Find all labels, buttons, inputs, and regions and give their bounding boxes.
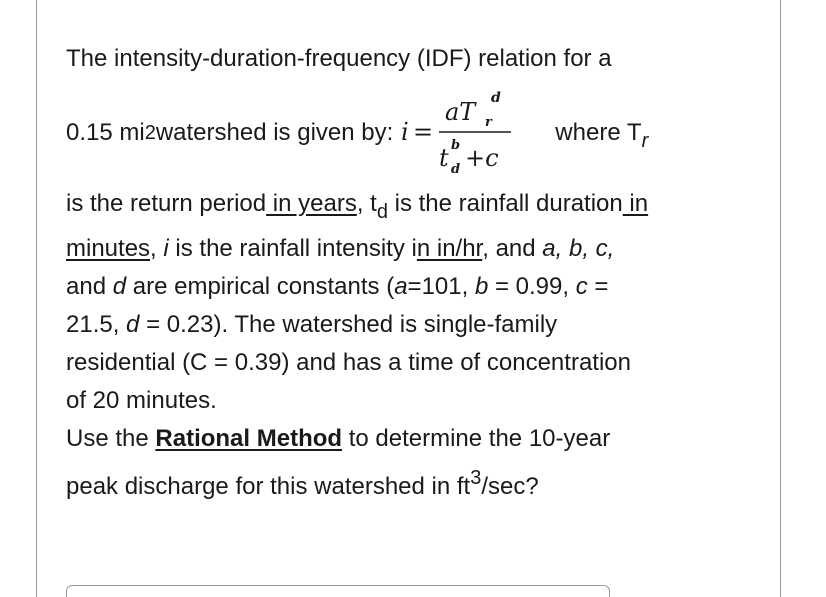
question-line	[66, 344, 631, 382]
question-text-span: , t	[356, 190, 377, 217]
underlined-text: in	[622, 190, 649, 217]
question-text-span: watershed is given by:	[155, 119, 394, 146]
question-text-span: of 20 minutes.	[66, 387, 217, 414]
question-line	[66, 468, 539, 506]
question-text-span: /sec?	[481, 473, 539, 500]
question-line	[66, 420, 610, 458]
italic-variable: d	[112, 273, 127, 300]
superscript: 3	[470, 467, 482, 489]
underlined-text: minutes	[66, 235, 151, 262]
question-line	[66, 40, 612, 78]
question-text-span: residential (C = 0.39) and has a time of concentration	[66, 349, 631, 376]
question-text-span: ,	[150, 235, 164, 262]
idf-formula	[401, 88, 551, 178]
italic-variable: a	[394, 273, 408, 300]
formula-denominator-plus-c: +c	[465, 144, 499, 172]
italic-variable: c	[575, 273, 588, 300]
question-text-span: peak discharge for this watershed in ft	[66, 473, 471, 500]
question-text-span: =101,	[407, 273, 475, 300]
question-text-span: The intensity-duration-frequency (IDF) relation for a	[66, 45, 612, 72]
question-text-span: = 0.99,	[488, 273, 576, 300]
question-line	[66, 268, 608, 306]
question-text-span: to determine the 10-year	[342, 425, 611, 452]
underlined-text: in years	[266, 190, 357, 217]
formula-denominator-subscript: d	[451, 162, 461, 177]
question-text-span: 0.15 mi	[66, 119, 145, 146]
question-text-span: is the rainfall intensity i	[168, 235, 417, 262]
question-text-span	[555, 114, 648, 152]
idf-formula-graphic	[401, 88, 551, 178]
question-text-span: = 0.23). The watershed is single-family	[139, 311, 558, 338]
italic-variable: d	[126, 311, 140, 338]
question-text-span: where T	[555, 119, 642, 146]
question-line	[66, 382, 217, 420]
formula-lhs: i	[401, 118, 409, 146]
question-text-span: =	[587, 273, 609, 300]
subscript: d	[376, 201, 388, 223]
italic-variable: b	[474, 273, 489, 300]
italic-variable: i	[163, 235, 169, 262]
question-text-span: is the rainfall duration	[387, 190, 623, 217]
question-text-span: , and	[482, 235, 543, 262]
rational-method-term: Rational Method	[155, 425, 343, 452]
answer-input[interactable]	[66, 585, 610, 597]
italic-variable: a, b, c,	[542, 235, 615, 262]
question-line	[66, 185, 648, 223]
underlined-text: n in/hr	[416, 235, 483, 262]
formula-denominator-t: t	[439, 144, 449, 172]
subscript: r	[641, 130, 649, 152]
question-text-span: are empirical constants (	[126, 273, 395, 300]
question-line	[66, 306, 557, 344]
formula-equals: =	[413, 118, 434, 146]
formula-denominator-exponent: b	[451, 138, 461, 153]
formula-numerator-exponent: d	[491, 90, 502, 106]
question-text-span: Use the	[66, 425, 156, 452]
question-text-span: 21.5,	[66, 311, 127, 338]
question-line: 0.15 mi 2 watershed is given by: i = aT d r t b d +c where $T_r$	[66, 90, 649, 177]
formula-numerator: aT	[445, 98, 476, 126]
question-text-span: is the return period	[66, 190, 267, 217]
formula-numerator-subscript: r	[485, 115, 493, 130]
question-line	[66, 230, 614, 268]
question-text-span: and	[66, 273, 113, 300]
